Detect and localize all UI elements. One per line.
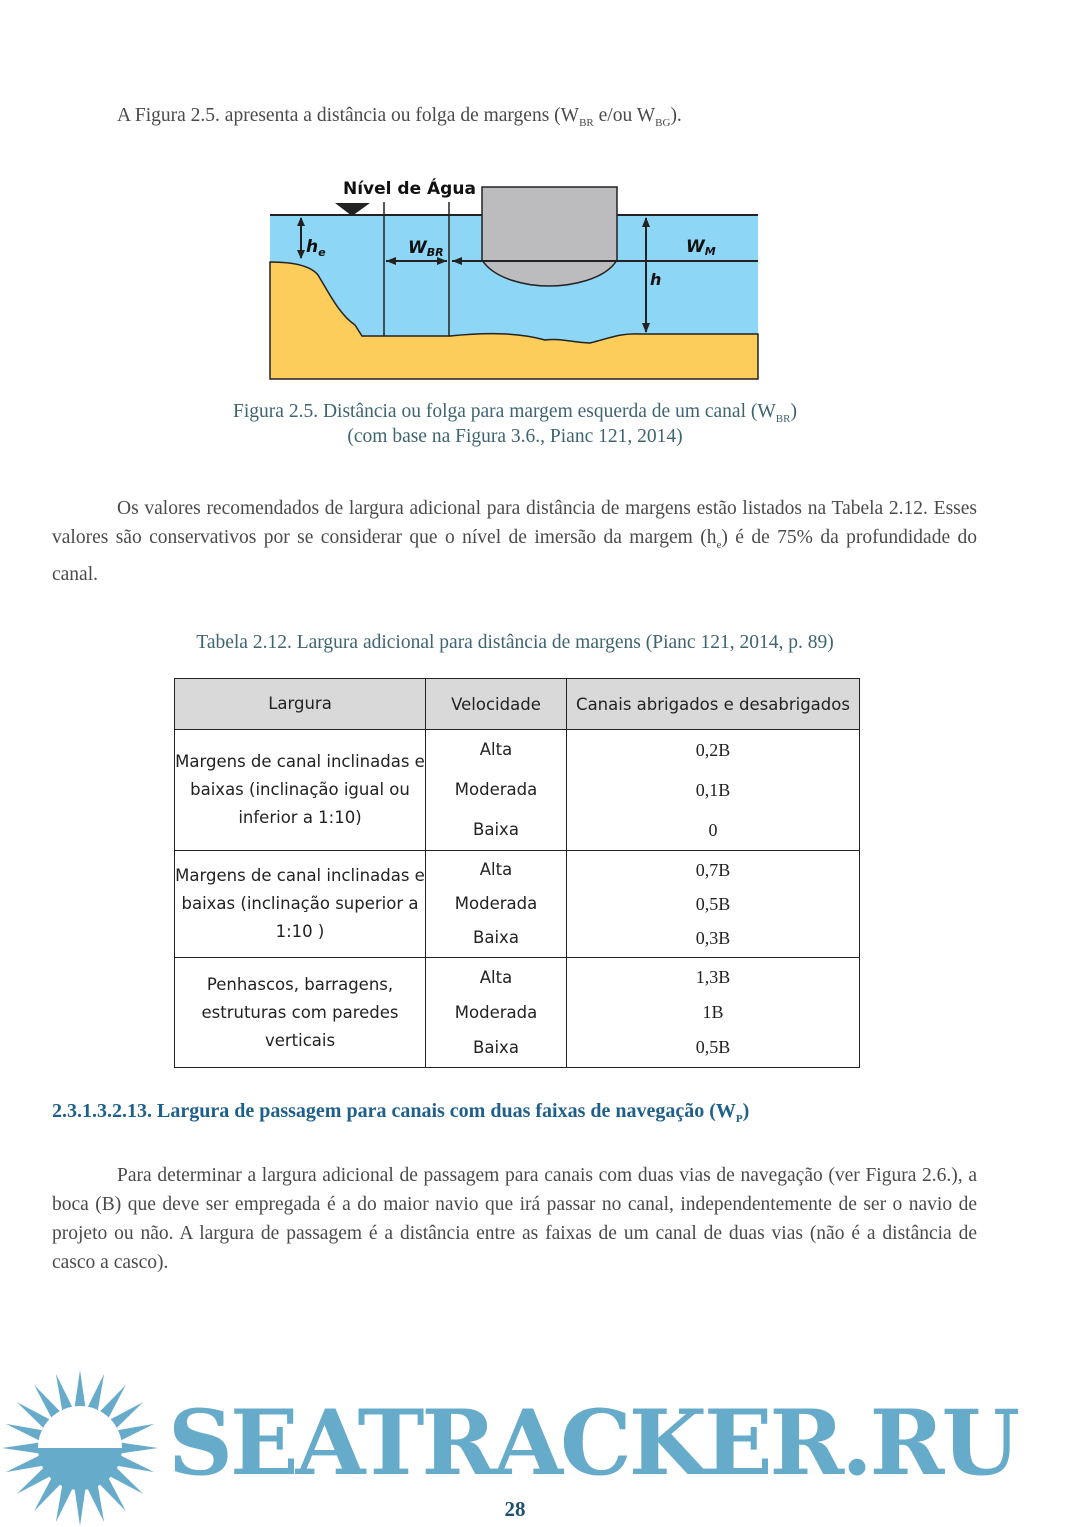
wm-label: WM bbox=[686, 237, 716, 258]
table-row bbox=[175, 851, 860, 958]
sun-ray bbox=[116, 1424, 154, 1441]
value-cell: 1,3B 1B 0,5B bbox=[567, 958, 860, 1068]
table-row bbox=[175, 730, 860, 851]
h-label: h bbox=[650, 270, 662, 289]
intro-text: A Figura 2.5. apresenta a distância ou folga de margens ($W_{BR}$ e/ou $W_{BG}$). bbox=[117, 105, 682, 129]
header-largura: Largura bbox=[175, 679, 426, 730]
wbr-label: WBR bbox=[408, 238, 444, 259]
water-level-label: Nível de Água bbox=[343, 179, 476, 199]
paragraph-passing: Para determinar a largura adicional de passagem para canais com duas vias de navegação (ver Figura 2.6.), a boca (B) que deve ser empregada é a do maior navio que irá passar no canal, independentemente de ser o navio de projeto ou não. A largura de passagem é a distância entre as faixas de um canal de duas vias (não é a distância de casco a casco). bbox=[52, 1165, 977, 1273]
margin-width-table bbox=[174, 678, 860, 1068]
section-heading: 2.3.1.3.2.13. Largura de passagem para canais com duas faixas de navegação $(W_P)$ bbox=[52, 1100, 750, 1125]
sun-ray bbox=[2, 1442, 40, 1453]
sun-ray bbox=[74, 1370, 85, 1408]
largura-cell: Margens de canal inclinadas e baixas (inclinação igual ou inferior a 1:10) bbox=[175, 730, 426, 851]
table-row bbox=[175, 958, 860, 1068]
speed-cell: Alta Moderada Baixa bbox=[426, 958, 567, 1068]
value-cell: 0,7B 0,5B 0,3B bbox=[567, 851, 860, 958]
table-caption: Tabela 2.12. Largura adicional para distância de margens (Pianc 121, 2014, p. 89) bbox=[196, 632, 834, 653]
sun-ray bbox=[120, 1442, 158, 1453]
he-label: $h_e$ bbox=[306, 237, 326, 259]
largura-cell: Margens de canal inclinadas e baixas (inclinação superior a 1:10 ) bbox=[175, 851, 426, 958]
watermark-logo: SEATRACKER.RU bbox=[168, 1390, 1017, 1496]
figure-caption-source: (com base na Figura 3.6., Pianc 121, 2014) bbox=[347, 426, 683, 447]
value-cell: 0,2B 0,1B 0 bbox=[567, 730, 860, 851]
speed-cell: Alta Moderada Baixa bbox=[426, 851, 567, 958]
page-number: 28 bbox=[504, 1497, 526, 1521]
sun-ray bbox=[116, 1455, 154, 1472]
header-velocidade: Velocidade bbox=[426, 679, 567, 730]
paragraph-margins: Os valores recomendados de largura adicional para distância de margens estão listados na Tabela 2.12. Esses valores são conservativos por se considerar que o nível de imersão da margem $(h_e)$ é de 75% da profundidade do canal. bbox=[52, 498, 978, 585]
sun-ray bbox=[6, 1455, 44, 1472]
largura-cell: Penhascos, barragens, estruturas com paredes verticais bbox=[175, 958, 426, 1068]
figure-caption: Figura 2.5. Distância ou folga para margem esquerda de um canal $(W_{BR})$ bbox=[233, 401, 797, 425]
channel-figure bbox=[260, 170, 770, 390]
sun-ray bbox=[56, 1374, 73, 1412]
sun-ray bbox=[6, 1424, 44, 1441]
sun-ray bbox=[87, 1374, 104, 1412]
speed-cell: Alta Moderada Baixa bbox=[426, 730, 567, 851]
ship-hull bbox=[482, 187, 617, 286]
header-canais: Canais abrigados e desabrigados bbox=[567, 679, 860, 730]
